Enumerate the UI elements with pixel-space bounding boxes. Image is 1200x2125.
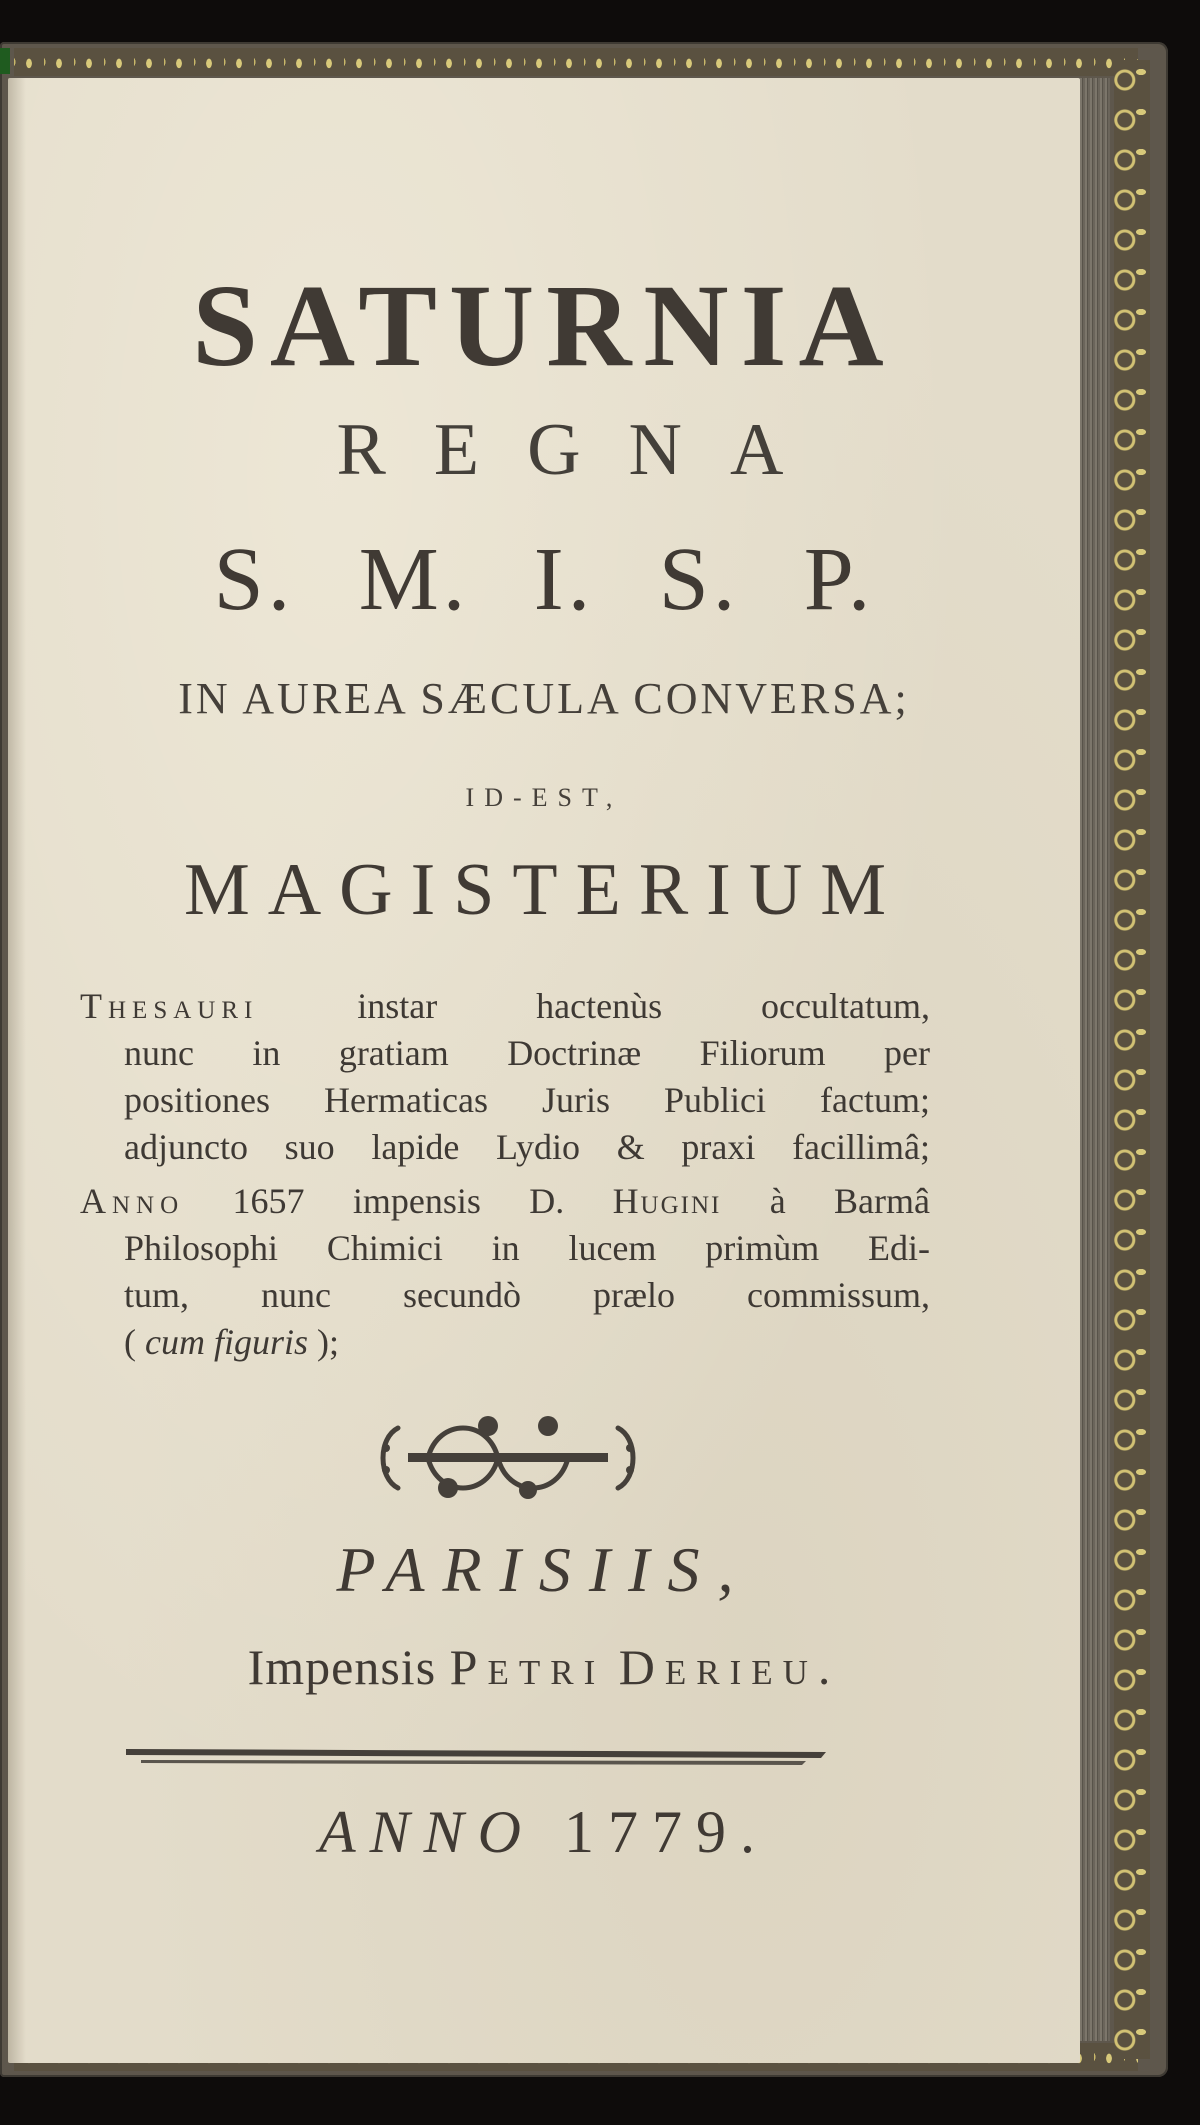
double-rule-divider (126, 1746, 826, 1766)
lead-word-thesauri: Thesauri (80, 986, 259, 1026)
title-initials: S. M. I. S. P. (213, 530, 875, 629)
name-hugini: Hugini (612, 1181, 722, 1221)
title-page (8, 78, 1080, 2063)
title-heading: MAGISTERIUM (183, 849, 905, 931)
printer-first-name: Petri (449, 1639, 606, 1695)
description-line-6: Philosophi Chimici in lucem primùm Edi- (124, 1228, 930, 1268)
description-line-5: Anno 1657 impensis D. Hugini à Barmâ (80, 1181, 930, 1221)
ribbon-marker (0, 48, 10, 74)
printer-last-name: Derieu. (618, 1639, 841, 1695)
description-line-7: tum, nunc secundò prælo commissum, (124, 1275, 930, 1315)
imprint-place: PARISIIS, (336, 1534, 752, 1605)
gilt-border-right (1114, 60, 1150, 2059)
title-connector: ID-EST, (465, 783, 623, 812)
title-main: SATURNIA (192, 260, 896, 391)
description-line-8: ( cum figuris ); (124, 1322, 340, 1362)
imprint-printer: Impensis Petri Derieu. (247, 1639, 841, 1695)
printers-ornament-icon (368, 1408, 648, 1508)
gilt-border-top (14, 48, 1138, 76)
description-line-4: adjuncto suo lapide Lydio & praxi facillimâ; (124, 1127, 930, 1167)
description-line-2: nunc in gratiam Doctrinæ Filiorum per (124, 1033, 930, 1073)
title-subtitle: IN AUREA SÆCULA CONVERSA; (178, 674, 910, 723)
description-line-1: Thesauri instar hactenùs occultatum, (80, 986, 930, 1026)
note-cum-figuris: cum figuris (145, 1322, 309, 1362)
title-second: REGNA (336, 409, 832, 491)
imprint-year: ANNO 1779. (318, 1799, 770, 1865)
description-line-3: positiones Hermaticas Juris Publici factum; (124, 1080, 930, 1120)
lead-word-anno: Anno (80, 1181, 185, 1221)
